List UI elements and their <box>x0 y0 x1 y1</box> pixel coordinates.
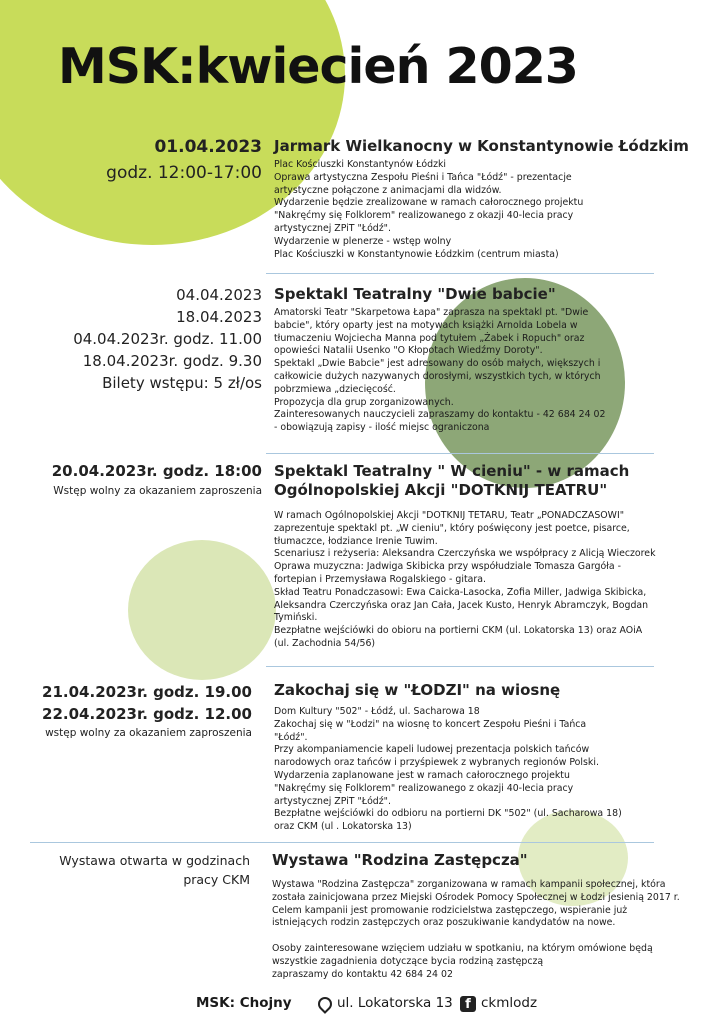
event-5-hours: Wystawa otwarta w godzinach pracy CKM <box>59 853 250 887</box>
divider <box>30 842 654 843</box>
footer-address: ul. Lokatorska 13 <box>337 995 453 1011</box>
event-1-time: godz. 12:00-17:00 <box>106 163 262 183</box>
footer-facebook-handle[interactable]: ckmlodz <box>481 995 538 1011</box>
divider <box>266 453 654 454</box>
event-3-description: W ramach Ogólnopolskiej Akcji "DOTKNIJ TETARU, Teatr „PONADCZASOWI" zaprezentuje spektakl pt. „W cieniu", który poświęcony jest poetce, pisarce, tłumaczce, łodziance Irenie Tuwim. Scenariusz i reżyseria: Aleksandra Czerczyńska we współpracy z Alicją Wieczorek Oprawa muzyczna: Jadwiga Skibicka przy współudziale Tomasza Gargóła - fortepian i Przemysława Rogalskiego - gitara. Skład Teatru Ponadczasowi: Ewa Caicka-Lasocka, Zofia Miller, Jadwiga Skibicka, Aleksandra Czerczyńska oraz Jan Cała, Jacek Kusto, Henryk Abramczyk, Bogdan Tymiński. Bezpłatne wejściówki do obioru na portierni CKM (ul. Lokatorska 13) oraz AOiA (ul. Zachodnia 54/56) <box>274 510 656 649</box>
facebook-icon[interactable]: f <box>460 996 476 1012</box>
event-3-date: 20.04.2023r. godz. 18:00 <box>51 462 262 480</box>
event-4-entry-note: wstęp wolny za okazaniem zaproszenia <box>45 727 252 739</box>
event-1-date: 01.04.2023 <box>154 137 262 157</box>
event-1-description: Plac Kościuszki Konstantynów Łódzki Oprawa artystyczna Zespołu Pieśni i Tańca "Łódź" - prezentacje artystyczne połączone z animacjami dla widzów. Wydarzenie będzie zrealizowane w ramach całorocznego projektu "Nakręćmy się Folklorem" realizowanego z okazji 40-lecia pracy artystycznej ZPiT "Łódź". Wydarzenie w plenerze - wstęp wolny Plac Kościuszki w Konstantynowie Łódzkim (centrum miasta) <box>274 159 584 260</box>
event-5-description: Wystawa "Rodzina Zastępcza" zorganizowana w ramach kampanii społecznej, która została zainicjowana przez Miejski Ośrodek Pomocy Społecznej w Łodzi jesienią 2017 r. Celem kampanii jest promowanie rodzicielstwa zastępczego, wspieranie już istniejących rodzin zastępczych oraz poszukiwanie kandydatów na nowe. Osoby zainteresowane wzięciem udziału w spotkaniu, na którym omówione będą wszystkie zagadnienia dotyczące bycia rodziną zastępczą zapraszamy do kontaktu 42 684 24 02 <box>272 879 680 980</box>
event-4-title: Zakochaj się w "ŁODZI" na wiosnę <box>274 681 561 699</box>
event-5-title: Wystawa "Rodzina Zastępcza" <box>272 851 528 869</box>
event-2-description: Amatorski Teatr "Skarpetowa Łapa" zaprasza na spektakl pt. "Dwie babcie", który oparty jest na motywach książki Arnolda Lobela w tłumaczeniu Wojciecha Manna pod tytułem „Żabek i Ropuch" oraz opowieści Natalii Usenko "O Kłopotach Wiedźmy Doroty". Spektakl „Dwie Babcie" jest adresowany do osób małych, większych i całkowicie dużych nazywanych dorosłymi, wszystkich tych, w których pobrzmiewa „dziecięcość. Propozycja dla grup zorganizowanych. Zainteresowanych nauczycieli zapraszamy do kontaktu - 42 684 24 02 - obowiązują zapisy - ilość miejsc ograniczona <box>274 307 606 434</box>
event-1-title: Jarmark Wielkanocny w Konstantynowie Łódzkim <box>274 137 689 155</box>
event-2-title: Spektakl Teatralny "Dwie babcie" <box>274 285 556 303</box>
page-month: kwiecień 2023 <box>195 38 578 95</box>
divider <box>266 273 654 274</box>
msk-logo: MSK: <box>58 38 196 95</box>
event-4-description: Dom Kultury "502" - Łódź, ul. Sacharowa 18 Zakochaj się w "Łodzi" na wiosnę to koncert Zespołu Pieśni i Tańca "Łódź". Przy akompaniamencie kapeli ludowej prezentacja polskich tańców narodowych oraz tańców i przyśpiewek z wybranych regionów Polski. Wydarzenia zaplanowane jest w ramach całorocznego projektu "Nakręćmy się Folklorem" realizowanego z okazji 40-lecia pracy artystycznej ZPiT "Łódź". Bezpłatne wejściówki do odbioru na portierni DK "502" (ul. Sacharowa 18) oraz CKM (ul . Lokatorska 13) <box>274 706 622 833</box>
event-2-dates: 04.04.2023 18.04.2023 04.04.2023r. godz. 11.00 18.04.2023r. godz. 9.30 Bilety wstępu: 5 zł/os <box>73 286 262 392</box>
footer <box>0 995 724 1015</box>
event-4-dates: 21.04.2023r. godz. 19.00 22.04.2023r. godz. 12.00 <box>42 683 252 723</box>
page-title <box>58 38 578 95</box>
divider <box>266 666 654 667</box>
event-3-title: Spektakl Teatralny " W cieniu" - w ramach Ogólnopolskiej Akcji "DOTKNIJ TEATRU" <box>274 462 630 499</box>
location-pin-icon <box>315 994 335 1014</box>
event-3-entry-note: Wstęp wolny za okazaniem zaproszenia <box>53 485 262 497</box>
footer-brand: MSK: Chojny <box>196 995 292 1011</box>
